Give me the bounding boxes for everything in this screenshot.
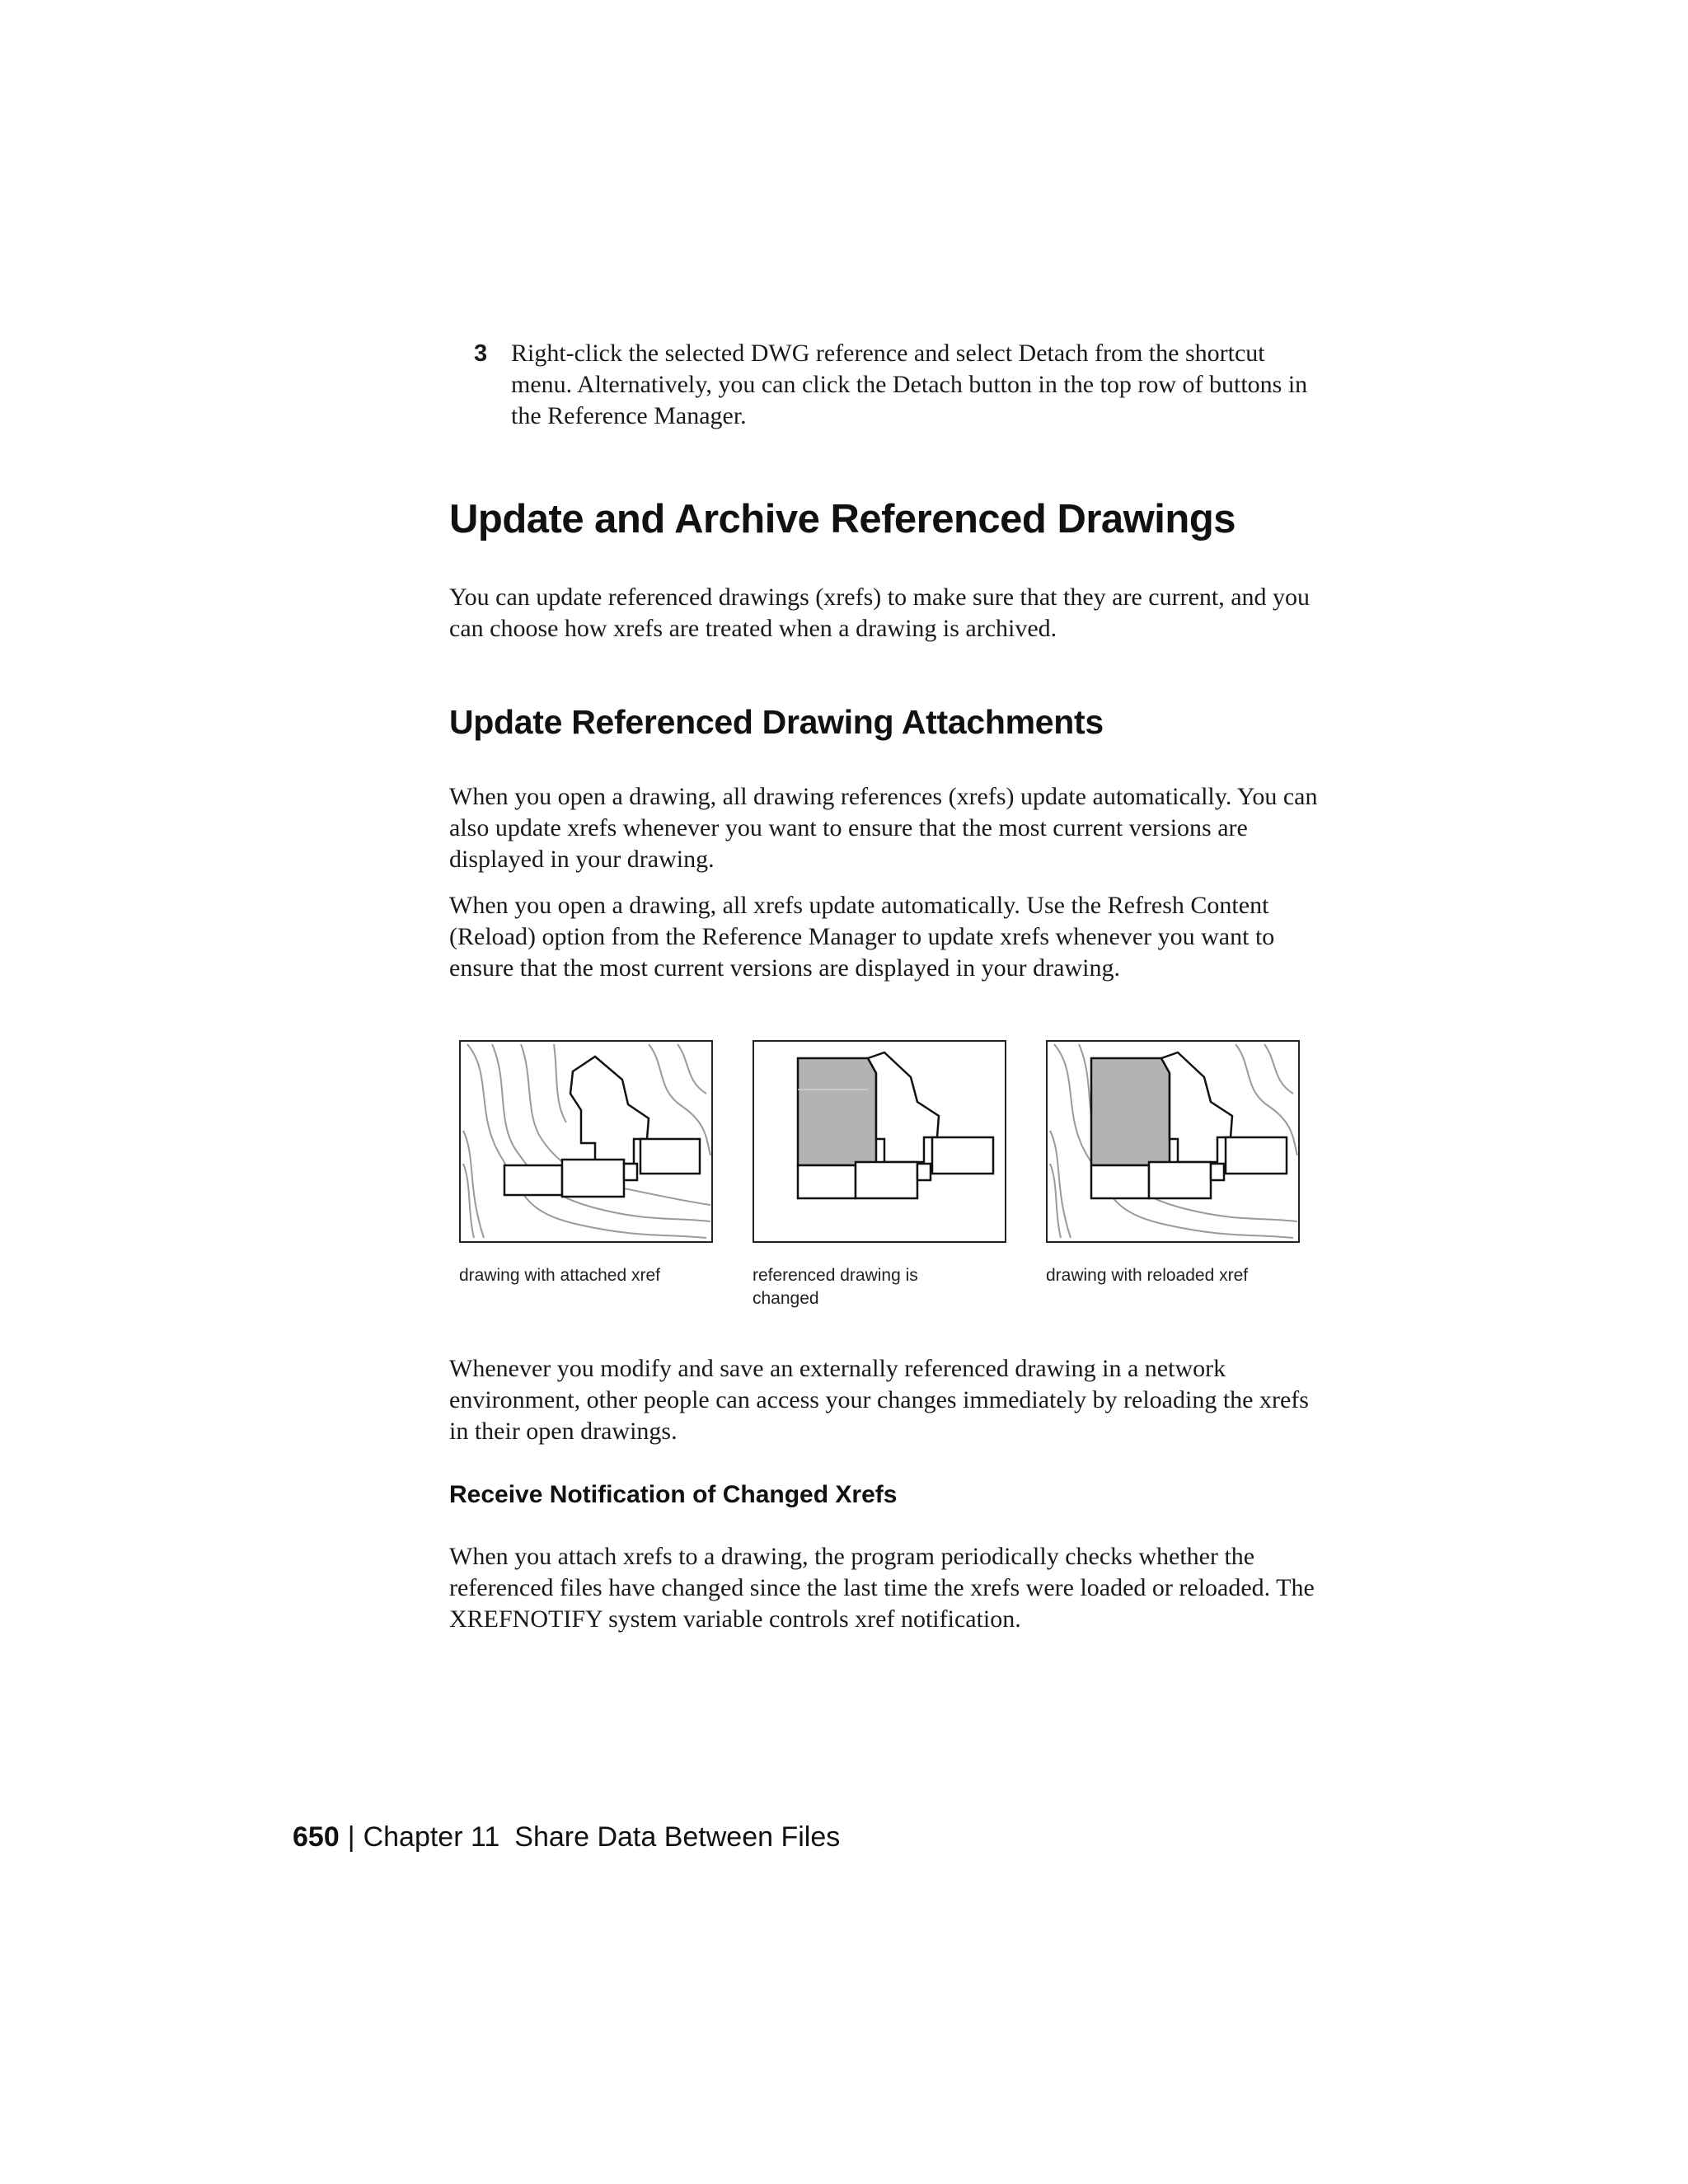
caption-attached: drawing with attached xref — [459, 1266, 660, 1285]
section-intro: You can update referenced drawings (xrefs) to make sure that they are current, and you can choose how xrefs are treated when a drawing is archived. — [449, 583, 1311, 642]
step-item — [449, 338, 1327, 432]
figure-panel-attached — [459, 1040, 713, 1243]
page-number: 650 — [293, 1821, 340, 1853]
step-text: Right-click the selected DWG reference and select Detach from the shortcut menu. Alternatively, you can click the Detach button in the top row of buttons in the Reference Manager. — [511, 340, 1308, 429]
section-heading: Update and Archive Referenced Drawings — [449, 497, 1236, 541]
caption-changed: referenced drawing is changed — [753, 1266, 918, 1308]
footer-chapter-title: Share Data Between Files — [514, 1821, 841, 1853]
notification-heading: Receive Notification of Changed Xrefs — [449, 1481, 898, 1508]
footer-chapter: Chapter 11 — [363, 1821, 500, 1853]
page-footer — [293, 1819, 840, 1855]
paragraph-auto-update: When you open a drawing, all drawing references (xrefs) update automatically. You can also update xrefs whenever you want to ensure that the most current versions are displayed in your drawing. — [449, 783, 1318, 873]
xref-reload-figure — [459, 1040, 1300, 1320]
figure-panel-reloaded — [1046, 1040, 1300, 1243]
drawing-changed-illustration — [753, 1040, 1006, 1243]
footer-separator: | — [347, 1821, 355, 1853]
paragraph-network-reload: Whenever you modify and save an externally referenced drawing in a network environment, other people can access your changes immediately by reloading the xrefs in their open drawings. — [449, 1355, 1309, 1445]
drawing-reloaded-illustration — [1046, 1040, 1300, 1243]
drawing-attached-illustration — [459, 1040, 713, 1243]
paragraph-notification: When you attach xrefs to a drawing, the program periodically checks whether the referenced files have changed since the last time the xrefs were loaded or reloaded. The XREFNOTIFY system variable controls xref notification. — [449, 1543, 1315, 1633]
caption-reloaded: drawing with reloaded xref — [1046, 1266, 1249, 1285]
step-number: 3 — [474, 340, 488, 367]
subsection-heading: Update Referenced Drawing Attachments — [449, 703, 1104, 741]
figure-panel-changed — [753, 1040, 1006, 1243]
paragraph-refresh-content: When you open a drawing, all xrefs update automatically. Use the Refresh Content (Reload) option from the Reference Manager to update xrefs whenever you want to ensure that the most current versions are displayed in your drawing. — [449, 892, 1275, 982]
